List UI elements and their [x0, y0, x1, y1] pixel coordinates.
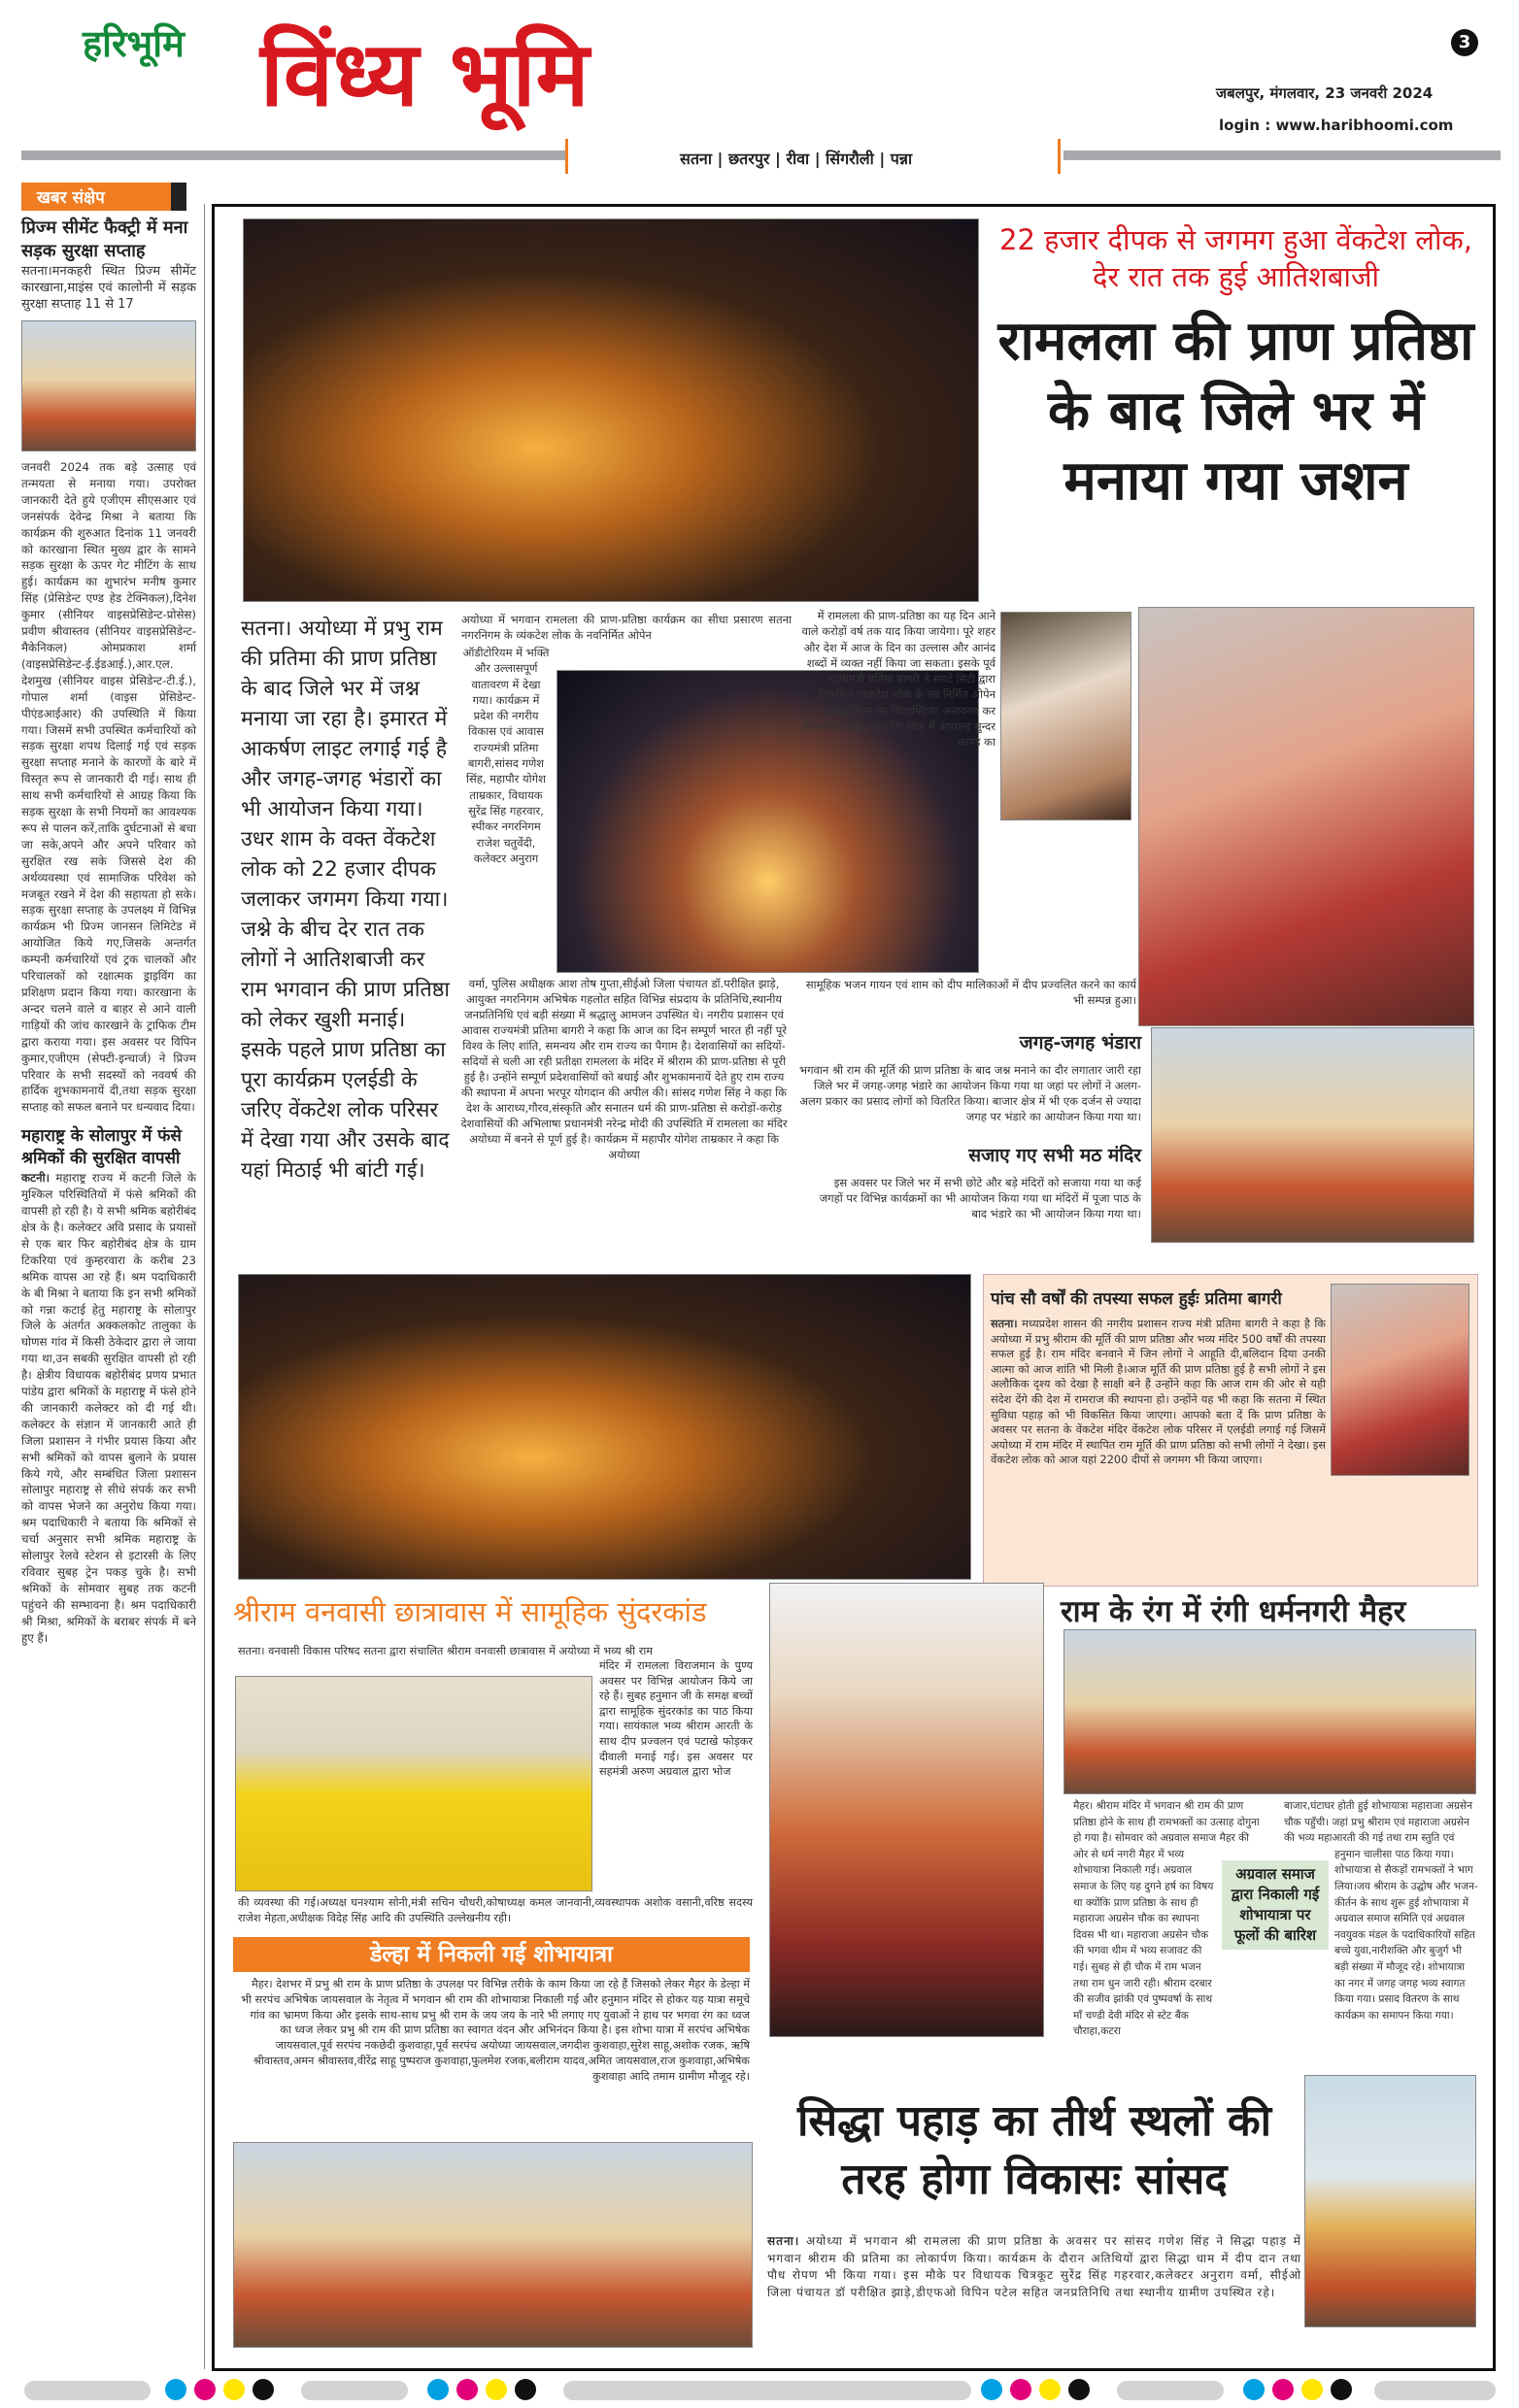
dateline-satna: सतना। [767, 2234, 800, 2248]
registration-dot-black [253, 2379, 274, 2400]
website-login: login : www.haribhoomi.com [1219, 117, 1454, 134]
registration-dot-yellow [1301, 2379, 1323, 2400]
photo-ram-statue [1304, 2075, 1476, 2327]
photo-venkatesh-lok-night [243, 218, 979, 602]
maihar-col1-text: मैहर। श्रीराम मंदिर में भगवान श्री राम की प्राण प्रतिष्ठा होने के साथ ही रामभक्तों का उत्साह दोगुना हो गया है। सोमवार को अग्रवाल समाज मैहर की ओर से धर्म नगरी मैहर में भव्य शोभायात्रा निकाली गई। अग्रवाल समाज के लिए यह दुगने हर्ष का विषय था क्योंकि प्राण प्रतिष्ठा के साथ ही महाराजा अग्रसेन चौक का स्थापना दिवस भी था। महाराजा अग्रसेन चौक की भगवा थीम में भव्य सजावट की गई। सुबह से ही चौक में राम भजन तथा राम धुन जारी रही। श्रीराम दरबार की सजीव झांकी एवं पुष्पवर्षा के साथ माँ चण्डी देवी मंदिर से स्टेट बैंक चौराहा,कटरा [1073, 1800, 1260, 2038]
siddha-text: अयोध्या में भगवान श्री रामलला की प्राण प्रतिष्ठा के अवसर पर सांसद गणेश सिंह ने सिद्धा पहाड़ में भगवान श्रीराम की प्रतिमा का लोकार्पण किया। कार्यक्रम के दौरान अतिथियों द्वारा सिद्धा धाम में दीप दान तथा पौध रोपण भी किया गया। इस मौके पर विधायक चित्रकूट सुरेंद्र सिंह गहरवार,कलेक्टर अनुराग वर्मा, सीईओ जिला पंचायत डॉ परीक्षित झाड़े,डीएफओ विपिन पटेल सहित जनप्रतिनिधि तथा स्थानीय ग्रामीण उपस्थित रहे। [767, 2234, 1301, 2299]
vanvasi-tail: की व्यवस्था की गई।अध्यक्ष घनश्याम सोनी,मंत्री सचिन चौधरी,कोषाध्यक्ष कमल जानवानी,व्यवस्थापक अशोक वसानी,वरिष्ठ सदस्य राजेश मेहता,अधीक्षक विदेह सिंह आदि की उपस्थिति उल्लेखनीय रही। [238, 1896, 753, 1924]
dateline-katni: कटनी। [21, 1171, 51, 1186]
story-body: जनवरी 2024 तक बड़े उत्साह एवं तन्मयता से मनाया गया। उपरोक्त जानकारी देते हुये एजीएम सीएसआर एवं जनसंपर्क देवेन्द्र मिश्रा ने बताया कि कार्यक्रम की शुरुआत दिनांक 11 जनवरी को कारखाना स्थित मुख्य द्वार के सामने सड़क सुरक्षा के ऊपर गेट मीटिंग के साथ हुई। कार्यक्रम का शुभारंभ मनीष कुमार सिंह (प्रेसिडेन्ट एण्ड हेड टेक्निकल),दिनेश कुमार (सीनियर वाइसप्रेसिडेन्ट-प्रोसेस) प्रवीण श्रीवास्तव (सीनियर वाइसप्रेसिडेन्ट- मैकेनिकल) ओमप्रकाश शर्मा (वाइसप्रेसिडेन्ट-ई.ईडआई.),आर.एल. देशमुख (सीनियर वाइस प्रेसिडेन्ट-टी.ई.), गोपाल शर्मा (वाइस प्रेसिडेन्ट-पीएंडआईआर) की उपस्थिति में किया गया। जिसमें सभी उपस्थित कर्मचारियों को सड़क सुरक्षा शपथ दिलाई गई एवं सड़क सुरक्षा सप्ताह मनाने के कारणों के बारे में विस्तृत रूप से जानकारी दी गई। साथ ही साथ सभी कर्मचारियों से आग्रह किया कि सड़क सुरक्षा के सभी नियमों का आवश्यक रूप से पालन करें,ताकि दुर्घटनाओं से बचा जा सके,अपने और अपने परिवार को सुरक्षित रख सके जिससे देश की अर्थव्यवस्था एवं सामाजिक परिवेश को मजबूत रखने में देश की सहायता हो सके। सड़क सुरक्षा सप्ताह के उपलक्ष्य में विभिन्न कार्यक्रम भी प्रिज्म जानसन लिमिटेड में आयोजित किये गए,जिसके अन्तर्गत कम्पनी कर्मचारियों एवं ट्रक चालकों और परिचालकों को रक्षात्मक ड्राइविंग का प्रशिक्षण प्रदान किया गया। कारखाना के अन्दर चलने वाले व बाहर से आने वाली गाड़ियों की जांच कारखाने के ट्राफिक टीम द्वारा कराया गया। इस अवसर पर विपिन कुमार,एजीएम (सेफ्टी-इन्चार्ज) ने प्रिज्म परिवार के सभी सदस्यों को नववर्ष की हार्दिक शुभकामनायें दी,तथा सड़क सुरक्षा सप्ताह को सफल बनाने पर धन्यवाद दिया। [21, 460, 196, 1115]
registration-dot-yellow [1039, 2379, 1061, 2400]
dateline: जबलपुर, मंगलवार, 23 जनवरी 2024 [1216, 84, 1434, 102]
sidebar [21, 183, 196, 1647]
maihar-col2-text: बाजार,घंटाघर होती हुई शोभायात्रा महाराजा अग्रसेन चौक पहुँची। जहां प्रभु श्रीराम एवं महाराजा अग्रसेन की भव्य महाआरती की गई तथा राम स्तुति एवं हनुमान चालीसा पाठ किया गया। शोभायात्रा से सैकड़ों रामभक्तों ने भाग लिया।जय श्रीराम के उद्घोष और भजन-कीर्तन के साथ शुरू हुई शोभायात्रा में अग्रवाल समाज समिति एवं अग्रवाल नवयुवक मंडल के पदाधिकारियों सहित बच्चे युवा,नारीशक्ति और बुजुर्ग भी बड़ी संख्या में मौजूद रहे। शोभायात्रा का नगर में जगह जगह भव्य स्वागत किया गया। प्रसाद वितरण के साथ कार्यक्रम का समापन किया गया। [1284, 1800, 1478, 2022]
subhead-bhandara: जगह-जगह भंडारा [1019, 1032, 1141, 1054]
registration-dot-black [515, 2379, 536, 2400]
lead-col2-top: अयोध्या में भगवान रामलला की प्राण-प्रतिष्ठा कार्यक्रम का सीधा प्रसारण सतना नगरनिगम के व्यंकटेश लोक के नवनिर्मित ओपेन [461, 613, 792, 642]
photo-minister-group [1138, 607, 1474, 1026]
vanvasi-lead: सतना। वनवासी विकास परिषद सतना द्वारा संचालित श्रीराम वनवासी छात्रावास में अयोध्या में भव्य श्री राम [238, 1645, 654, 1657]
maihar-headline: राम के रंग में रंगी धर्मनगरी मैहर [1061, 1594, 1406, 1629]
registration-bar [301, 2381, 408, 2400]
maihar-col2 [1284, 1798, 1478, 2026]
story-text: महाराष्ट्र राज्य में कटनी जिले के मुश्किल परिस्थितियों में फंसे श्रमिकों की वापसी हो रही है। ये सभी श्रमिक बहोरीबंद क्षेत्र के है। कलेक्टर अवि प्रसाद के प्रयासों से एक बार फिर बहोरीबंद क्षेत्र के ग्राम टिकरिया एवं कुम्हरवारा के करीब 23 श्रमिक वापस आ रहे हैं। श्रम पदाधिकारी के बी मिश्रा ने बताया कि इन सभी श्रमिकों को गन्ना कटाई हेतु महाराष्ट्र के सोलापुर जिले के अंतर्गत अक्कलकोट तालुका के घोणस गांव में किसी ठेकेदार द्वारा ले जाया गया था,उन सबकी सुरक्षित वापसी हो रही है। क्षेत्रीय विधायक बहोरीबंद प्रणय प्रभात पांडेय द्वारा श्रमिकों के महाराष्ट्र में फंसे होने की जानकारी कलेक्टर को दी गई थी। कलेक्टर के संज्ञान में जानकारी आते ही जिला प्रशासन ने गंभीर प्रयास किया और सभी श्रमिकों को वापस बुलाने के प्रयास किये गये, और सम्बंधित जिला प्रशासन सोलापुर महाराष्ट्र से सीधे संपर्क कर सभी को वापस भेजने का अनुरोध किया गया। श्रम पदाधिकारी ने बताया कि श्रमिकों से चर्चा अनुसार सभी श्रमिक महाराष्ट्र के सोलापुर रेलवे स्टेशन से इटारसी के लिए रविवार सुबह ट्रेन पकड़ चुके है। सभी श्रमिकों के सोमवार सुबह तक कटनी पहुंचने की सम्भावना है। श्रम पदाधिकारी श्री मिश्रा, श्रमिकों के बराबर संपर्क में बने हुए हैं। [21, 1171, 196, 1645]
registration-dot-magenta [1010, 2379, 1031, 2400]
delha-headline: डेल्हा में निकली गई शोभायात्रा [233, 1937, 750, 1972]
registration-dot-yellow [486, 2379, 507, 2400]
sidebar-divider [204, 204, 205, 2369]
news-brief-label: खबर संक्षेप [21, 183, 186, 211]
siddha-headline: सिद्धा पहाड़ का तीर्थ स्थलों की तरह होगा विकासः सांसद [796, 2096, 1272, 2204]
lead-intro: सतना। अयोध्या में प्रभु राम की प्रतिमा की प्राण प्रतिष्ठा के बाद जिले भर में जश्न मनाया जा रहा है। इमारत में आकर्षण लाइट लगाई गई है और जगह-जगह भंडारों का भी आयोजन किया गया। उधर शाम के वक्त वेंकटेश लोक को 22 हजार दीपक जलाकर जगमग किया गया। जश्ने के बीच देर रात तक लोगों ने आतिशबाजी कर राम भगवान की प्राण प्रतिष्ठा को लेकर खुशी मनाई। इसके पहले प्राण प्रतिष्ठा का पूरा कार्यक्रम एलईडी के जरिए वेंकटेश लोक परिसर में देखा गया और उसके बाद यहां मिठाई भी बांटी गई। [241, 617, 450, 1183]
registration-bar [24, 2381, 151, 2400]
registration-dot-cyan [981, 2379, 1002, 2400]
registration-dot-magenta [194, 2379, 216, 2400]
registration-dot-yellow [223, 2379, 245, 2400]
registration-bar [1117, 2381, 1224, 2400]
newspaper-title: विंध्य भूमि [260, 22, 590, 126]
registration-dot-magenta [1272, 2379, 1294, 2400]
lead-kicker: 22 हजार दीपक से जगमग हुआ वेंकटेश लोक, देर रात तक हुई आतिशबाजी [999, 223, 1472, 293]
story-headline: प्रिज्म सीमेंट फैक्ट्री में मना सड़क सुरक्षा सप्ताह [21, 217, 188, 261]
bhandara-body: भगवान श्री राम की मूर्ति की प्राण प्रतिष्ठा के बाद जश्न मनाने का दौर लगातार जारी रहा जिले भर में जगह-जगह भंडारे का आयोजन किया गया था जहां पर लोगों ने अलग-अलग प्रकार का प्रसाद लोगों को वितरित किया। बाजार क्षेत्र में भी एक दर्जन से ज्यादा जगह पर भंडारे का आयोजन किया गया था। [798, 1063, 1141, 1123]
dateline-satna: सतना। [991, 1318, 1018, 1330]
bagri-headline: पांच सौ वर्षों की तपस्या सफल हुईः प्रतिमा बागरी [991, 1289, 1282, 1309]
registration-dot-magenta [456, 2379, 478, 2400]
photo-temple-gathering [1151, 1027, 1474, 1243]
registration-bar [1374, 2381, 1496, 2400]
vanvasi-side: मंदिर में रामलला विराजमान के पुण्य अवसर पर विभिन्न आयोजन किये जा रहे हैं। सुबह हनुमान जी के समक्ष बच्चों द्वारा सामूहिक सुंदरकांड का पाठ किया गया। सायंकाल भव्य श्रीराम आरती के साथ दीप प्रज्वलन एवं पटाखे फोड़कर दीवाली मनाई गई। इस अवसर पर सहमंत्री अरुण अग्रवाल द्वारा भोज [599, 1659, 753, 1779]
story-body [21, 1170, 196, 1646]
story-lead: सतना।मनकहरी स्थित प्रिज्म सीमेंट कारखाना,माइंस एवं कालोनी में सड़क सुरक्षा सप्ताह 11 से 17 [21, 264, 196, 312]
wrap-spacer [1284, 1856, 1334, 2026]
bagri-text: मध्यप्रदेश शासन की नगरीय प्रशासन राज्य मंत्री प्रतिमा बागरी ने कहा है कि अयोध्या में प्रभु श्रीराम की मूर्ति की प्राण प्रतिष्ठा और भव्य मंदिर 500 वर्षों की तपस्या सफल हुई है। राम मंदिर बनवाने में जिन लोगों ने आहूति दी,बलिदान दिया उनकी आत्मा को आज शांति भी मिली है।आज मूर्ति की प्राण प्रतिष्ठा हुई है सभी लोगों ने इस अलौकिक दृश्य को देखा है साक्षी बने हैं उन्होंने कहा कि आज राम की ओर से यही संदेश देंगे की देश में रामराज की स्थापना हो। उन्होंने यह भी कहा कि सतना में स्थित सुविधा पहाड़ को भी विकसित किया जाएगा। आपको बता दें कि प्राण प्रतिष्ठा के अवसर पर सतना के वेंकटेश मंदिर वेंकटेश लोक परिसर में एलईडी लगाई गई जिसमें अयोध्या में राम मंदिर में स्थापित राम मूर्ति की प्राण प्रतिष्ठा को सभी लोगों ने देखा। इस वेंकटेश लोक को आज यहां 2200 दीपों से जगमग भी किया जाएगा। [991, 1318, 1326, 1467]
delha-body: मैहर। देशभर में प्रभु श्री राम के प्राण प्रतिष्ठा के उपलक्ष पर विभिन्न तरीके के काम किया जा रहे हैं जिसको लेकर मैहर के डेल्हा में भी सरपंच अभिषेक जायसवाल के नेतृत्व में भगवान श्री राम की शोभायात्रा निकाली गई और हनुमान मंदिर से होकर यह यात्रा समूचे गांव का भ्रामण किया और इसके साथ-साथ प्रभु श्री राम के जय जय के नारे भी लगाए गए युवाओं ने हाथ पर भगवा रंग का ध्वज का ध्वज लेकर प्रभु श्री राम की प्राण प्रतिष्ठा का स्वागत वंदन और अभिनंदन किया है। इस शोभा यात्रा में सरपंच अभिषेक जायसवाल,पूर्व सरपंच नकछेदी कुशवाहा,पूर्व सरपंच अयोध्या जायसवाल,जगदीश कुशवाहा,सुरेश साहू,अशोक रजक, ऋषि श्रीवास्तव,अमन श्रीवास्तव,वीरेंद्र साहू पुष्पराज कुशवाहा,फुलमेश रजक,बलीराम यादव,अमित जायसवाल,राज कुशवाहा,अभिषेक कुशवाहा आदि तमाम ग्रामीण मौजूद रहे। [241, 1978, 750, 2083]
subhead-temples: सजाए गए सभी मठ मंदिर [968, 1145, 1141, 1166]
lead-headline: रामलला की प्राण प्रतिष्ठा के बाद जिले भर में मनाया गया जशन [997, 310, 1474, 513]
photo-maihar-procession [1063, 1629, 1476, 1794]
lead-col3-bottom: सामूहिक भजन गायन एवं शाम को दीप मालिकाओं में दीप प्रज्वलित करने का कार्य भी सम्पन्न हुआ। [805, 978, 1136, 1007]
bagri-body [991, 1317, 1326, 1468]
lead-col2-bottom: वर्मा, पुलिस अधीक्षक आश तोष गुप्ता,सीईओ जिला पंचायत डॉ.परीक्षित झाड़े, आयुक्त नगरनिगम अभिषेक गहलोत सहित विभिन्न संप्रदाय के प्रतिनिधि,स्थानीय जनप्रतिनिधि एवं बड़ी संख्या में श्रद्धालु आमजन उपस्थित थे। नगरीय प्रशासन एवं आवास राज्यमंत्री प्रतिमा बागरी ने कहा कि आज का दिन सम्पूर्ण भारत ही नहीं पूरे विश्व के लिए शांति, समन्वय और राम राज्य का पैगाम है। देशवासियों का सदियों-सदियों से चली आ रही प्रतीक्षा रामलला के मंदिर में श्रीराम की प्राण-प्रतिष्ठा से पूरी हुई है। उन्होंने सम्पूर्ण प्रदेशवासियों को बधाई और शुभकामनायें देते हुए राम राज्य की स्थापना में अपना भरपूर योगदान की अपील की। सांसद गणेश सिंह ने कहा कि देश के आराध्य,गौरव,संस्कृति और सनातन धर्म की प्राण-प्रतिष्ठा से करोड़ों-करोड़ देशवासियों की अभिलाषा प्रधानमंत्री नरेन्द्र मोदी की उपस्थिति में रामलला का मंदिर अयोध्या में बनने से पूर्ण हुई है। कार्यक्रम में महापौर योगेश ताम्रकार ने कहा कि अयोध्या [460, 977, 788, 1161]
photo-ram-tableau [769, 1583, 1044, 2037]
registration-dot-cyan [427, 2379, 449, 2400]
page-number-badge: 3 [1451, 29, 1478, 56]
maihar-pullquote: अग्रवाल समाज द्वारा निकाली गई शोभायात्रा पर फूलों की बारिश [1222, 1860, 1329, 1950]
registration-dot-cyan [1243, 2379, 1265, 2400]
siddha-body [767, 2233, 1301, 2301]
lead-col2-narrow: ऑडीटोरियम में भक्ति और उल्लासपूर्ण वातावरण में देखा गया। कार्यक्रम में प्रदेश की नगरीय विकास एवं आवास राज्यमंत्री प्रतिमा बागरी,सांसद गणेश सिंह, महापौर योगेश ताम्रकार, विधायक सुरेंद्र सिंह गहरवार, स्पीकर नगरनिगम राजेश चतुर्वेदी, कलेक्टर अनुराग [462, 646, 550, 865]
registration-dot-black [1331, 2379, 1352, 2400]
temples-body: इस अवसर पर जिले भर में सभी छोटे और बड़े मंदिरों को सजाया गया था कई जगहों पर विभिन्न कार्यक्रमों का भी आयोजन किया गया था मंदिरों में पूजा पाठ के बाद भंडारे का भी आयोजन किया गया था। [819, 1176, 1141, 1221]
photo-delha-procession [233, 2142, 753, 2348]
district-list: सतना | छतरपुर | रीवा | सिंगरौली | पन्ना [680, 150, 913, 168]
haribhoomi-logo: हरिभूमि [83, 22, 185, 65]
vanvasi-headline: श्रीराम वनवासी छात्रावास में सामूहिक सुंदरकांड [233, 1595, 707, 1628]
photo-pratima-bagri [1331, 1284, 1469, 1476]
registration-bar [563, 2381, 971, 2400]
registration-dot-cyan [165, 2379, 186, 2400]
photo-road-safety [21, 320, 196, 452]
registration-dot-black [1068, 2379, 1090, 2400]
photo-vanvasi-students [235, 1676, 592, 1891]
photo-led-screen [1000, 612, 1131, 820]
header-rule-left [21, 150, 565, 160]
lead-col3-top: में रामलला की प्राण-प्रतिष्ठा का यह दिन आने वाले करोड़ों वर्ष तक याद किया जायेगा। पूरे शहर और देश में आज के दिन का उल्लास और आनंद शब्दों में व्यक्त नहीं किया जा सकता। इसके पूर्व राज्यमंत्री प्रतिमा बागरी ने स्मार्ट सिटी द्वारा विकसित व्यंकटेश लोक के नव निर्मित ओपेन आडीटोरियम का शिलाफ्ट्टिका अनावरण कर लोकार्पण किया। व्यंकटेश लोक में अपरान्ह सुन्दर काण्ड का [801, 609, 996, 750]
header-rule-right [1063, 150, 1501, 160]
photo-crowd-fireworks [238, 1274, 971, 1580]
story-headline: महाराष्ट्र के सोलापुर में फंसे श्रमिकों की सुरक्षित वापसी [21, 1126, 182, 1169]
